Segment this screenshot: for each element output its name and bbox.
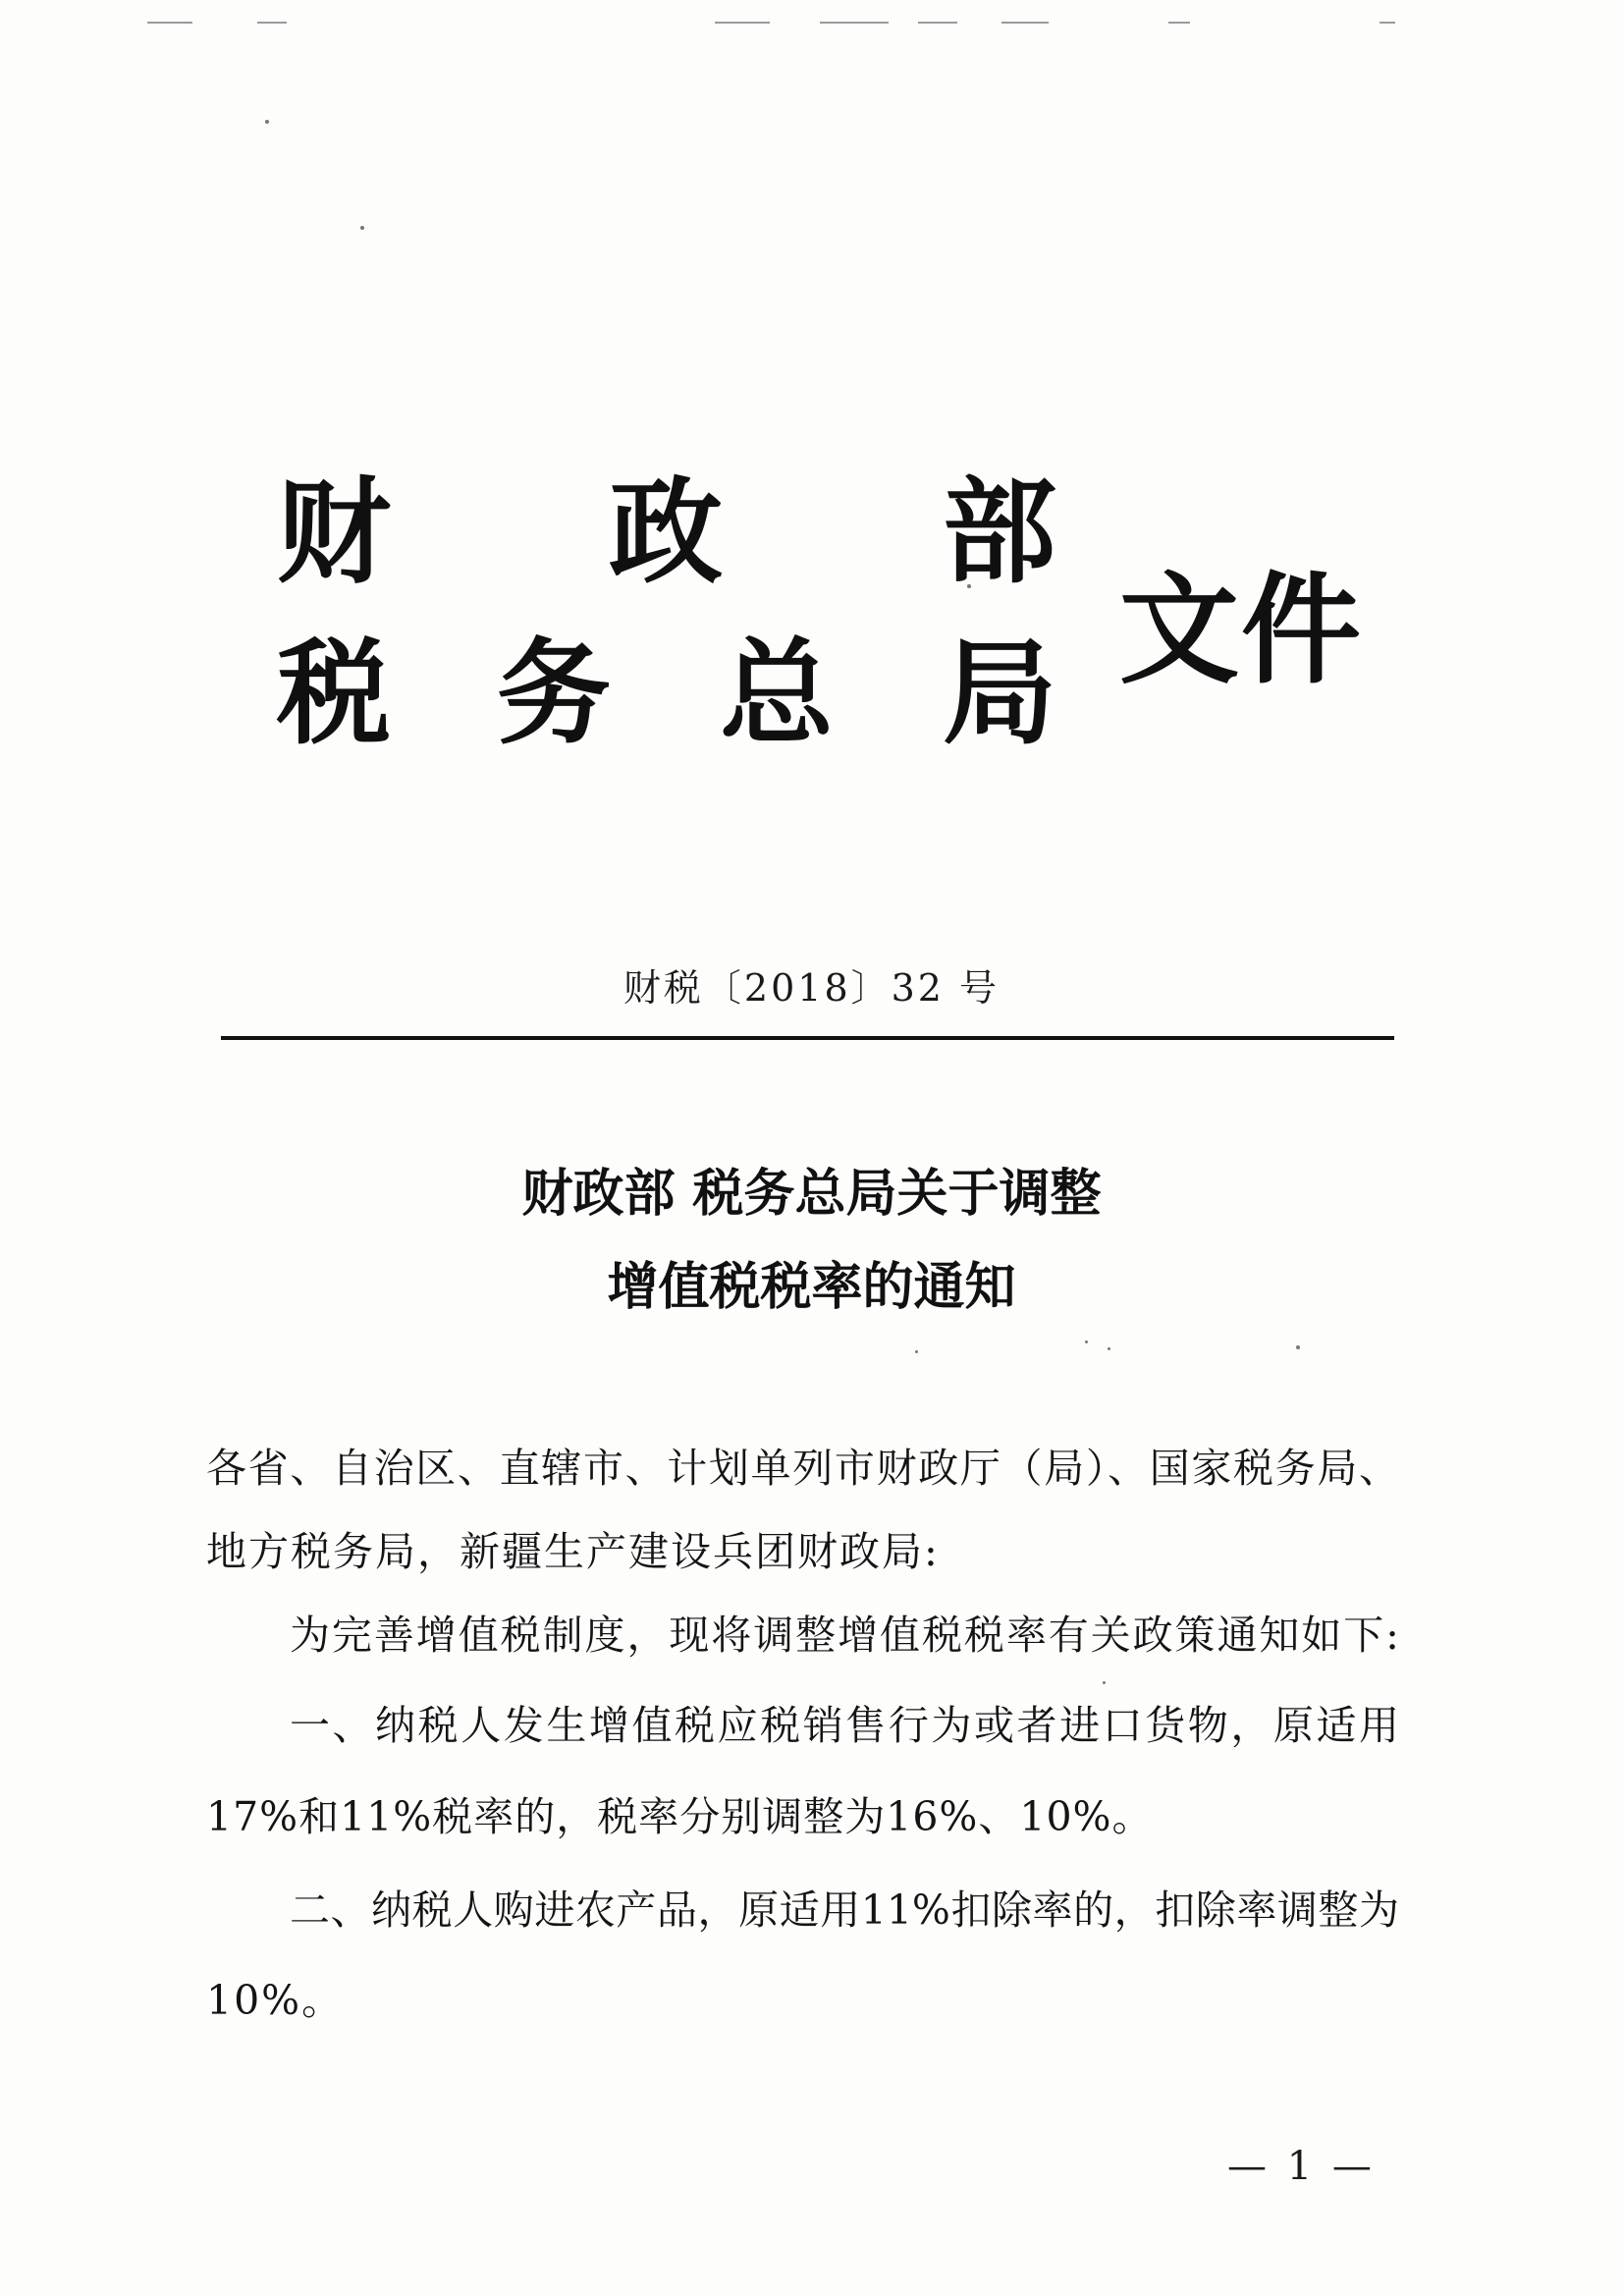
masthead-suffix: 文件	[1119, 559, 1363, 700]
masthead-char: 总	[720, 627, 834, 760]
separator-line	[221, 1036, 1394, 1040]
masthead-char: 税	[277, 627, 391, 760]
scan-artifact	[1085, 1340, 1088, 1343]
scan-artifact	[1001, 22, 1049, 24]
scan-artifact	[918, 22, 957, 24]
scan-artifact	[915, 1350, 918, 1353]
scan-artifact	[360, 226, 364, 230]
scan-artifact	[265, 120, 269, 124]
addressee-line-1: 各省、自治区、直辖市、计划单列市财政厅（局）、国家税务局、	[206, 1445, 1399, 1492]
scan-artifact	[1380, 22, 1395, 24]
masthead-char: 部	[943, 465, 1056, 599]
item-2-line-1: 二、纳税人购进农产品，原适用11%扣除率的，扣除率调整为	[290, 1886, 1399, 1934]
scan-artifact	[1168, 22, 1190, 24]
intro-paragraph: 为完善增值税制度，现将调整增值税税率有关政策通知如下:	[290, 1612, 1399, 1659]
item-1-line-2: 17%和11%税率的，税率分别调整为16%、10%。	[206, 1793, 1154, 1840]
addressee-line-2: 地方税务局，新疆生产建设兵团财政局:	[206, 1528, 940, 1575]
masthead-char: 局	[943, 627, 1056, 760]
scan-artifact	[820, 22, 889, 24]
scan-artifact	[257, 22, 287, 24]
document-title-line-2: 增值税税率的通知	[607, 1257, 1016, 1317]
page-number: — 1 —	[1227, 2144, 1376, 2189]
scan-artifact	[1296, 1345, 1300, 1349]
document-title-line-1: 财政部 税务总局关于调整	[521, 1164, 1102, 1224]
scan-artifact	[1103, 1681, 1106, 1684]
masthead-char: 财	[277, 465, 391, 599]
item-2-line-2: 10%。	[206, 1977, 345, 2024]
masthead-char: 政	[609, 465, 723, 599]
item-1-line-1: 一、纳税人发生增值税应税销售行为或者进口货物，原适用	[290, 1702, 1399, 1749]
document-number: 财税〔2018〕32 号	[622, 966, 1001, 1010]
scan-artifact	[715, 22, 770, 24]
masthead-char: 务	[497, 627, 611, 760]
scan-artifact	[147, 22, 192, 24]
scan-artifact	[1108, 1347, 1110, 1350]
